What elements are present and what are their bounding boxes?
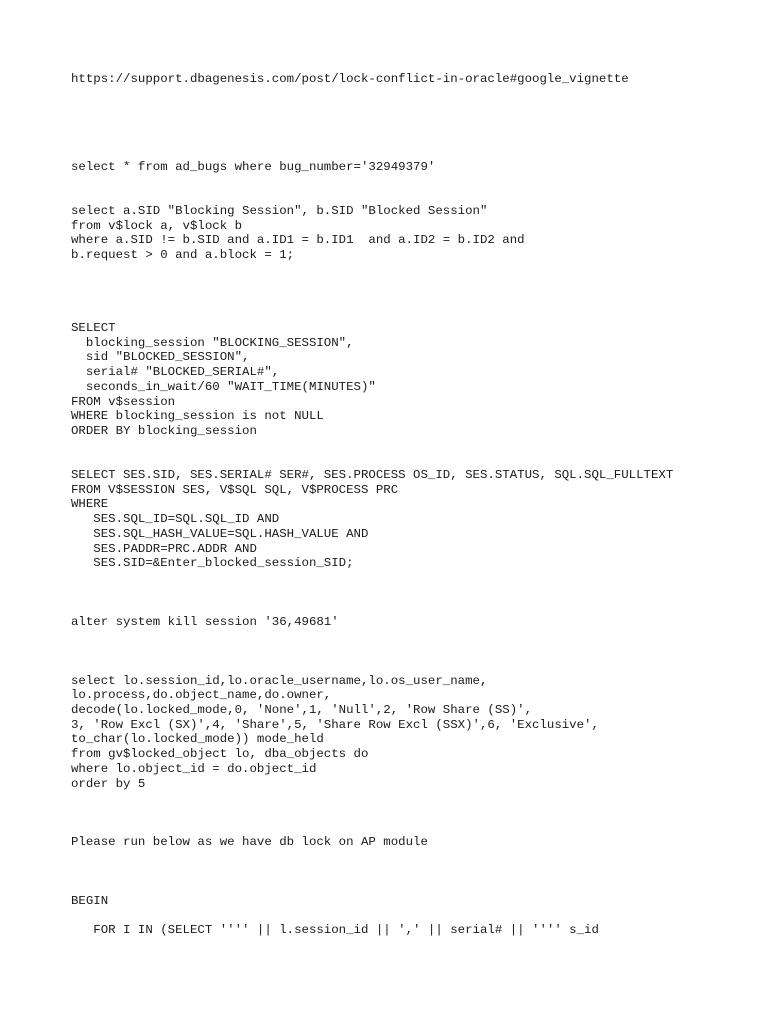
code-line: FROM v$session (71, 395, 176, 409)
code-line: lo.process,do.object_name,do.owner, (71, 688, 332, 702)
code-line: b.request > 0 and a.block = 1; (71, 248, 295, 262)
code-line: from gv$locked_object lo, dba_objects do (71, 747, 369, 761)
code-line: where lo.object_id = do.object_id (71, 762, 317, 776)
code-line: WHERE (71, 497, 109, 511)
reference-url: https://support.dbagenesis.com/post/lock-conflict-in-oracle#google_vignette (71, 72, 629, 86)
code-line: 3, 'Row Excl (SX)',4, 'Share',5, 'Share Row Excl (SSX)',6, 'Exclusive', (71, 718, 599, 732)
code-line: seconds_in_wait/60 "WAIT_TIME(MINUTES)" (71, 380, 376, 394)
code-line: WHERE blocking_session is not NULL (71, 409, 324, 423)
kill-session-statement: alter system kill session '36,49681' (71, 615, 339, 629)
code-line: SELECT SES.SID, SES.SERIAL# SER#, SES.PROCESS OS_ID, SES.STATUS, SQL.SQL_FULLTEXT (71, 468, 674, 482)
code-line: order by 5 (71, 777, 146, 791)
code-line: SES.PADDR=PRC.ADDR AND (71, 542, 257, 556)
code-line: decode(lo.locked_mode,0, 'None',1, 'Null',2, 'Row Share (SS)', (71, 703, 533, 717)
code-line: FROM V$SESSION SES, V$SQL SQL, V$PROCESS PRC (71, 483, 399, 497)
code-line: select lo.session_id,lo.oracle_username,lo.os_user_name, (71, 674, 488, 688)
code-line: BEGIN (71, 894, 109, 908)
code-line: ORDER BY blocking_session (71, 424, 257, 438)
code-line: SELECT (71, 321, 116, 335)
code-line: blocking_session "BLOCKING_SESSION", (71, 336, 354, 350)
code-line: where a.SID != b.SID and a.ID1 = b.ID1 and a.ID2 = b.ID2 and (71, 233, 525, 247)
note-text: Please run below as we have db lock on AP module (71, 835, 428, 849)
code-line: sid "BLOCKED_SESSION", (71, 350, 250, 364)
code-line: SES.SQL_HASH_VALUE=SQL.HASH_VALUE AND (71, 527, 369, 541)
code-line: serial# "BLOCKED_SERIAL#", (71, 365, 280, 379)
code-line: to_char(lo.locked_mode)) mode_held (71, 732, 324, 746)
code-line: select a.SID "Blocking Session", b.SID "Blocked Session" (71, 204, 488, 218)
bug-query: select * from ad_bugs where bug_number='32949379' (71, 160, 436, 174)
code-line: SES.SID=&Enter_blocked_session_SID; (71, 556, 354, 570)
code-line: from v$lock a, v$lock b (71, 219, 243, 233)
code-line: FOR I IN (SELECT '''' || l.session_id || ',' || serial# || '''' s_id (71, 923, 599, 937)
code-line: SES.SQL_ID=SQL.SQL_ID AND (71, 512, 280, 526)
